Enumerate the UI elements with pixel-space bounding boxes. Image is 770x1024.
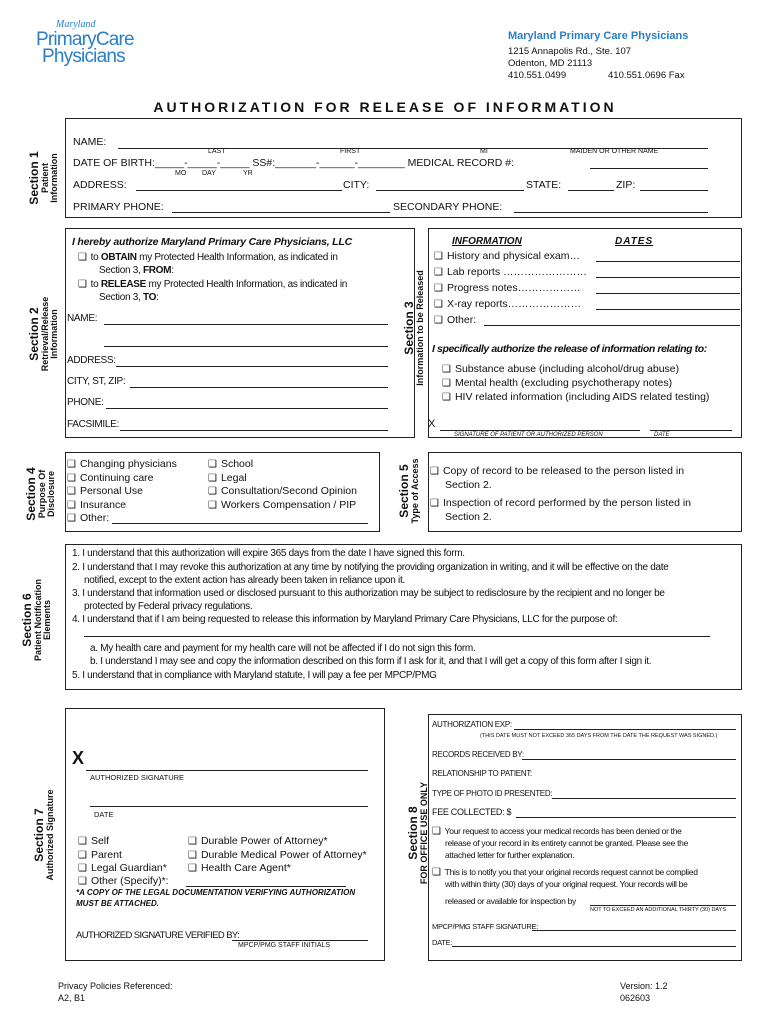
purpose-item[interactable]: ❑ Other: <box>67 512 109 524</box>
denied-line2: release of your record in its entirety cannot be granted. Please see the <box>445 838 689 848</box>
city-field[interactable] <box>376 190 524 191</box>
section6-label: Section 6 Patient Notification Elements <box>20 579 53 662</box>
release-checkbox[interactable] <box>78 279 91 290</box>
form-title: AUTHORIZATION FOR RELEASE OF INFORMATION <box>153 99 617 115</box>
staff-signature-field[interactable] <box>532 930 736 931</box>
s2-phone-label: PHONE: <box>67 397 104 408</box>
info-checkbox[interactable] <box>434 314 447 326</box>
purpose-checkbox[interactable] <box>67 512 80 524</box>
relation-item[interactable]: ❑ Other (Specify)*: <box>78 875 169 887</box>
mi-label: MI <box>480 148 488 155</box>
section1-label: Section 1 Patient Information <box>27 151 60 205</box>
relation-item[interactable]: ❑ Legal Guardian* <box>78 862 167 874</box>
denied-checkbox[interactable] <box>432 826 445 836</box>
purpose-item[interactable]: ❑ Legal <box>208 472 247 484</box>
s2-city-label: CITY, ST, ZIP: <box>67 376 126 387</box>
auth-date-field[interactable] <box>90 806 368 807</box>
privacy-policies-codes: A2, B1 <box>58 993 86 1003</box>
relation-checkbox[interactable] <box>78 835 91 847</box>
notify-line2: with within thirty (30) days of your original request. Your records will be <box>445 879 688 889</box>
auth-exp-label: AUTHORIZATION EXP: <box>432 720 512 729</box>
access-copy-checkbox[interactable] <box>430 465 443 477</box>
photo-id-field[interactable] <box>552 798 736 799</box>
notice-4a: a. My health care and payment for my health care will not be affected if I do not sign this form. <box>90 643 476 654</box>
info-checkbox[interactable] <box>434 250 447 262</box>
logo-maryland: Maryland <box>56 19 96 30</box>
address-field[interactable] <box>136 190 342 191</box>
version: Version: 1.2 <box>620 981 668 991</box>
org-phone: 410.551.0499 <box>508 70 567 81</box>
s2-address-field[interactable] <box>116 366 388 367</box>
relation-item[interactable]: ❑ Durable Power of Attorney* <box>188 835 328 847</box>
info-date-field[interactable] <box>596 309 740 310</box>
logo <box>36 20 166 66</box>
photo-id-label: TYPE OF PHOTO ID PRESENTED: <box>432 789 553 798</box>
info-date-field[interactable] <box>596 293 740 294</box>
authorize-heading: I hereby authorize Maryland Primary Care Physicians, LLC <box>72 236 352 248</box>
legal-note: *A COPY OF THE LEGAL DOCUMENTATION VERIFYING AUTHORIZATION <box>76 888 356 897</box>
relation-item[interactable]: ❑ Durable Medical Power of Attorney* <box>188 849 367 861</box>
relation-checkbox[interactable] <box>78 875 91 887</box>
dob-row[interactable]: DATE OF BIRTH:_____-_____-_____ SS#:_______-______-________ MEDICAL RECORD #: <box>73 157 515 169</box>
primary-phone-label: PRIMARY PHONE: <box>73 201 164 213</box>
last-label: LAST <box>208 148 226 155</box>
purpose-checkbox[interactable] <box>208 458 221 470</box>
section8-label: Section 8 FOR OFFICE USE ONLY <box>406 781 429 885</box>
purpose-item[interactable]: ❑ Changing physicians <box>67 458 177 470</box>
specific-checkbox[interactable] <box>442 391 455 403</box>
relation-checkbox[interactable] <box>78 849 91 861</box>
notice-2b: notified, except to the extent action has already been taken in reliance upon it. <box>84 575 405 586</box>
org-name: Maryland Primary Care Physicians <box>508 30 689 42</box>
notice-3: 3. I understand that information used or disclosed pursuant to this authorization may be subject to redisclosure by the recipient and no longer be <box>72 588 665 599</box>
auth-signature-label: AUTHORIZED SIGNATURE <box>90 773 185 782</box>
purpose-checkbox[interactable] <box>67 485 80 497</box>
purpose-field[interactable] <box>84 636 710 637</box>
notify-option[interactable]: ❑ This is to notify you that your original records request cannot be complied <box>432 867 698 878</box>
relation-item[interactable]: ❑ Self <box>78 835 109 847</box>
auth-date-label: DATE <box>94 810 114 819</box>
org-address1: 1215 Annapolis Rd., Ste. 107 <box>508 46 632 57</box>
office-date-label: DATE: <box>432 938 453 947</box>
specific-checkbox[interactable] <box>442 377 455 389</box>
auth-exp-field[interactable] <box>514 729 736 730</box>
s2-address-label: ADDRESS: <box>67 355 116 366</box>
fee-field[interactable] <box>516 817 736 818</box>
obtain-option[interactable]: ❑ to OBTAIN my Protected Health Information, as indicated in <box>78 252 338 263</box>
yr-label: YR <box>243 170 253 177</box>
release-line2: Section 3, TO: <box>99 292 159 303</box>
access-inspect-option[interactable]: ❑ Inspection of record performed by the person listed in <box>430 497 691 509</box>
info-item[interactable]: ❑ History and physical exam… <box>434 250 580 262</box>
org-fax: 410.551.0696 Fax <box>608 70 685 81</box>
logo-physicians: Physicians <box>42 46 125 67</box>
specific-item[interactable]: ❑ Mental health (excluding psychotherapy notes) <box>442 377 672 389</box>
notify-note: NOT TO EXCEED AN ADDITIONAL THIRTY (30) DAYS <box>590 907 727 913</box>
purpose-item[interactable]: ❑ Workers Compensation / PIP <box>208 499 356 511</box>
medical-record-field[interactable] <box>590 168 708 169</box>
section2-label: Section 2 Retrieval/Release Information <box>27 296 60 372</box>
notify-line3: released or available for inspection by <box>445 896 576 906</box>
info-checkbox[interactable] <box>434 298 447 310</box>
notice-3b: protected by Federal privacy regulations. <box>84 601 253 612</box>
section4-label: Section 4 Purpose Of Disclosure <box>24 467 57 521</box>
relation-item[interactable]: ❑ Health Care Agent* <box>188 862 291 874</box>
secondary-phone-label: SECONDARY PHONE: <box>393 201 503 213</box>
office-date-field[interactable] <box>452 946 736 947</box>
purpose-checkbox[interactable] <box>67 458 80 470</box>
purpose-checkbox[interactable] <box>208 485 221 497</box>
info-item[interactable]: ❑ Progress notes……………… <box>434 282 581 294</box>
maiden-label: MAIDEN OR OTHER NAME <box>570 148 659 155</box>
auth-signature-x: X <box>72 748 85 768</box>
patient-signature-x: X <box>428 418 436 430</box>
info-item[interactable]: ❑ X-ray reports………………… <box>434 298 581 310</box>
access-copy-option[interactable]: ❑ Copy of record to be released to the person listed in <box>430 465 684 477</box>
relation-item[interactable]: ❑ Parent <box>78 849 122 861</box>
privacy-policies: Privacy Policies Referenced: <box>58 981 173 991</box>
patient-date-field[interactable] <box>650 430 732 431</box>
info-other-field[interactable] <box>484 325 740 326</box>
state-field[interactable] <box>568 190 614 191</box>
access-copy-line2: Section 2. <box>445 479 492 491</box>
relation-checkbox[interactable] <box>188 862 201 874</box>
relation-checkbox[interactable] <box>78 862 91 874</box>
denied-option[interactable]: ❑ Your request to access your medical records has been denied or the <box>432 826 682 837</box>
notice-2: 2. I understand that I may revoke this authorization at any time by notifying the providing organization in writing, and it will be effective on the date <box>72 562 669 573</box>
patient-signature-label: SIGNATURE OF PATIENT OR AUTHORIZED PERSON <box>454 432 603 438</box>
obtain-checkbox[interactable] <box>78 252 91 263</box>
info-checkbox[interactable] <box>434 282 447 294</box>
purpose-item[interactable]: ❑ School <box>208 458 253 470</box>
patient-signature-field[interactable] <box>440 430 640 431</box>
purpose-checkbox[interactable] <box>67 472 80 484</box>
first-label: FIRST <box>340 148 361 155</box>
auth-signature-field[interactable] <box>86 770 368 771</box>
info-checkbox[interactable] <box>434 266 447 278</box>
mo-label: MO <box>175 170 187 177</box>
name-label: NAME: <box>73 136 107 148</box>
purpose-checkbox[interactable] <box>208 472 221 484</box>
fee-label: FEE COLLECTED: $ <box>432 807 512 817</box>
zip-label: ZIP: <box>616 179 636 191</box>
section3-label: Section 3 Information to be Released <box>402 270 425 386</box>
purpose-other-field[interactable] <box>112 523 368 524</box>
version-code: 062603 <box>620 993 651 1003</box>
specific-item[interactable]: ❑ Substance abuse (including alcohol/drug abuse) <box>442 363 679 375</box>
primary-phone-field[interactable] <box>172 212 390 213</box>
dates-column-header: DATES <box>615 236 654 247</box>
relation-checkbox[interactable] <box>188 835 201 847</box>
specific-heading: I specifically authorize the release of information relating to: <box>432 343 707 355</box>
info-date-field[interactable] <box>596 261 740 262</box>
specific-checkbox[interactable] <box>442 363 455 375</box>
notify-checkbox[interactable] <box>432 867 445 877</box>
patient-date-label: DATE <box>654 432 670 438</box>
notify-date-field[interactable] <box>590 905 736 906</box>
s2-city-field[interactable] <box>130 387 388 388</box>
s2-name-field2[interactable] <box>104 346 388 347</box>
day-label: DAY <box>202 170 216 177</box>
info-item[interactable]: ❑ Lab reports …………………… <box>434 266 587 278</box>
city-label: CITY: <box>343 179 370 191</box>
staff-initials-label: MPCP/PMG STAFF INITIALS <box>238 942 331 949</box>
verified-label: AUTHORIZED SIGNATURE VERIFIED BY: <box>76 930 240 941</box>
staff-signature-label: MPCP/PMG STAFF SIGNATURE: <box>432 922 538 931</box>
info-date-field[interactable] <box>596 277 740 278</box>
records-received-field[interactable] <box>522 759 736 760</box>
info-column-header: INFORMATION <box>452 236 522 247</box>
s2-fax-label: FACSIMILE: <box>67 419 120 430</box>
purpose-item[interactable]: ❑ Insurance <box>67 499 126 511</box>
access-inspect-line2: Section 2. <box>445 511 492 523</box>
access-inspect-checkbox[interactable] <box>430 497 443 509</box>
auth-exp-note: (THIS DATE MUST NOT EXCEED 365 DAYS FROM THE DATE THE REQUEST WAS SIGNED.) <box>480 733 718 739</box>
logo-primary: PrimaryCare <box>36 29 134 50</box>
records-received-label: RECORDS RECEIVED BY: <box>432 750 524 759</box>
s2-fax-field[interactable] <box>120 430 388 431</box>
s2-name-label: NAME: <box>67 313 98 324</box>
notice-5: 5. I understand that in compliance with Maryland statute, I will pay a fee per MPCP/PMG <box>72 670 437 681</box>
release-option[interactable]: ❑ to RELEASE my Protected Health Information, as indicated in <box>78 279 347 290</box>
relation-other-field[interactable] <box>186 886 346 887</box>
section7-label: Section 7 Authorized Signature <box>32 789 55 881</box>
purpose-item[interactable]: ❑ Personal Use <box>67 485 143 497</box>
relationship-label: RELATIONSHIP TO PATIENT: <box>432 769 532 778</box>
notice-1: 1. I understand that this authorization will expire 365 days from the date I have signed this form. <box>72 548 465 559</box>
purpose-checkbox[interactable] <box>67 499 80 511</box>
verified-field[interactable] <box>232 940 368 941</box>
notice-4b: b. I understand I may see and copy the information described on this form if I ask for it, and that I will get a copy of this form after I sign it. <box>90 656 652 667</box>
section5-label: Section 5 Type of Access <box>397 458 420 524</box>
legal-note2: MUST BE ATTACHED. <box>76 899 159 908</box>
specific-item[interactable]: ❑ HIV related information (including AIDS related testing) <box>442 391 709 403</box>
info-item[interactable]: ❑ Other: <box>434 314 476 326</box>
address-label: ADDRESS: <box>73 179 127 191</box>
org-address2: Odenton, MD 21113 <box>508 58 593 69</box>
purpose-item[interactable]: ❑ Continuing care <box>67 472 154 484</box>
denied-line3: attached letter for further explanation. <box>445 850 575 860</box>
zip-field[interactable] <box>640 190 708 191</box>
obtain-line2: Section 3, FROM: <box>99 265 174 276</box>
secondary-phone-field[interactable] <box>514 212 708 213</box>
purpose-item[interactable]: ❑ Consultation/Second Opinion <box>208 485 357 497</box>
s2-phone-field[interactable] <box>106 408 388 409</box>
purpose-checkbox[interactable] <box>208 499 221 511</box>
s2-name-field[interactable] <box>104 324 388 325</box>
relation-checkbox[interactable] <box>188 849 201 861</box>
notice-4: 4. I understand that if I am being requested to release this information by Maryland Primary Care Physicians, LLC for the purpose of: <box>72 614 618 625</box>
state-label: STATE: <box>526 179 562 191</box>
